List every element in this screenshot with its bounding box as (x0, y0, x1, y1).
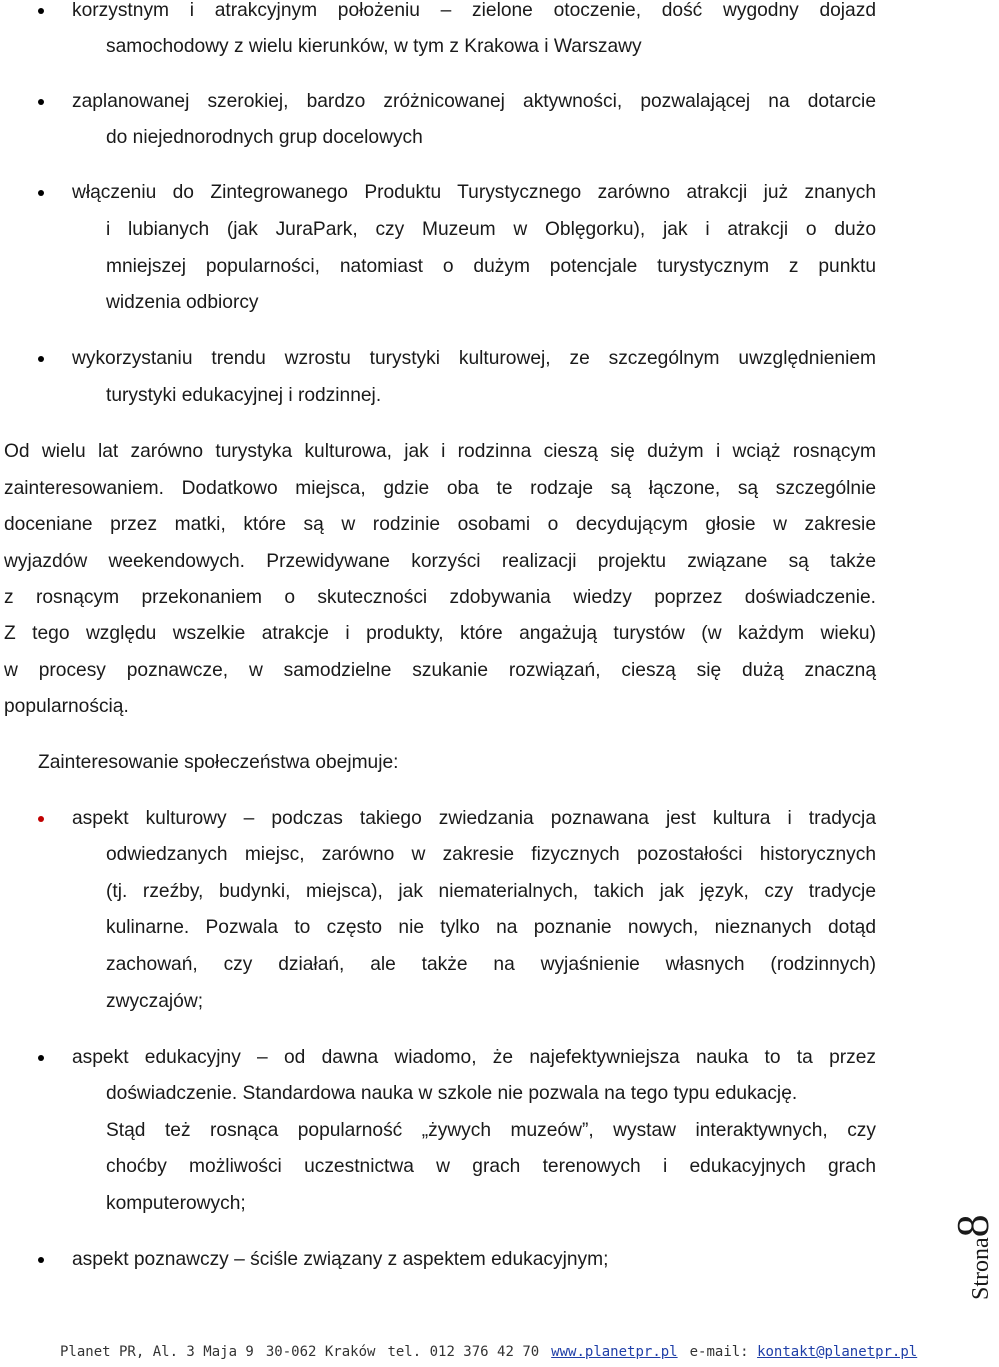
list-item-line: kulinarne. Pozwala to często nie tylko na poznanie nowych, nieznanych dotąd (106, 917, 876, 938)
bullet-dot (38, 356, 44, 362)
footer-email-link[interactable]: kontakt@planetpr.pl (757, 1344, 918, 1360)
footer-website-link[interactable]: www.planetpr.pl (551, 1344, 678, 1360)
page-number: 8 (947, 1214, 998, 1238)
paragraph-line: zainteresowaniem. Dodatkowo miejsca, gdzie oba te rodzaje są łączone, są szczególnie (4, 478, 876, 499)
paragraph-line: wyjazdów weekendowych. Przewidywane korzyści realizacji projektu związane są także (4, 551, 876, 572)
list-item-line: aspekt kulturowy – podczas takiego zwiedzania poznawana jest kultura i tradycja (72, 808, 876, 829)
list-item-line: do niejednorodnych grup docelowych (106, 127, 423, 148)
footer-phone: tel. 012 376 42 70 (387, 1344, 540, 1360)
list-item-line: widzenia odbiorcy (106, 292, 259, 313)
bullet-dot (38, 8, 44, 14)
page-footer (60, 1343, 917, 1361)
list-item-line: włączeniu do Zintegrowanego Produktu Turystycznego zarówno atrakcji już znanych (72, 182, 876, 203)
footer-company: Planet PR, Al. 3 Maja 9 (60, 1344, 254, 1360)
footer-email-label: e-mail: (689, 1344, 749, 1360)
page-number-marker (946, 1214, 999, 1300)
list-item-line: turystyki edukacyjnej i rodzinnej. (106, 385, 382, 406)
list-item-line: komputerowych; (106, 1193, 246, 1214)
list-item-line: samochodowy z wielu kierunków, w tym z Krakowa i Warszawy (106, 36, 642, 57)
list-item-line: odwiedzanych miejsc, zarówno w zakresie fizycznych pozostałości historycznych (106, 844, 876, 865)
bullet-dot (38, 1055, 44, 1061)
bullet-dot (38, 99, 44, 105)
paragraph-line: popularnością. (4, 696, 129, 717)
paragraph-line: Z tego względu wszelkie atrakcje i produkty, które angażują turystów (w każdym wieku) (4, 623, 876, 644)
list-item-line: aspekt edukacyjny – od dawna wiadomo, że najefektywniejsza nauka to ta przez (72, 1047, 876, 1068)
paragraph-line: Od wielu lat zarówno turystyka kulturowa, jak i rodzinna cieszą się dużym i wciąż rosnącym (4, 441, 876, 462)
bullet-dot (38, 190, 44, 196)
paragraph-line: w procesy poznawcze, w samodzielne szukanie rozwiązań, cieszą się dużą znaczną (4, 660, 876, 681)
bullet-dot (38, 816, 44, 822)
list-item-line: doświadczenie. Standardowa nauka w szkole nie pozwala na tego typu edukację. (106, 1083, 798, 1104)
list-item-line: aspekt poznawczy – ściśle związany z aspektem edukacyjnym; (72, 1249, 609, 1270)
list-item-line: zachowań, czy działań, ale także na wyjaśnienie własnych (rodzinnych) (106, 954, 876, 975)
list-item-line: mniejszej popularności, natomiast o dużym potencjale turystycznym z punktu (106, 256, 876, 277)
list-item-line: (tj. rzeźby, budynki, miejsca), jak niematerialnych, takich jak język, czy tradycje (106, 881, 876, 902)
list-intro: Zainteresowanie społeczeństwa obejmuje: (38, 752, 399, 773)
page-label: Strona (968, 1237, 994, 1300)
paragraph-line: z rosnącym przekonaniem o skuteczności zdobywania wiedzy poprzez doświadczenie. (4, 587, 876, 608)
paragraph-line: doceniane przez matki, które są w rodzinie osobami o decydującym głosie w zakresie (4, 514, 876, 535)
list-item-line: Stąd też rosnąca popularność „żywych muzeów”, wystaw interaktywnych, czy (106, 1120, 876, 1141)
footer-postal: 30-062 Kraków (265, 1344, 376, 1360)
list-item-line: zaplanowanej szerokiej, bardzo zróżnicowanej aktywności, pozwalającej na dotarcie (72, 91, 876, 112)
list-item-line: zwyczajów; (106, 991, 204, 1012)
list-item-line: choćby możliwości uczestnictwa w grach terenowych i edukacyjnych grach (106, 1156, 876, 1177)
list-item-line: wykorzystaniu trendu wzrostu turystyki kulturowej, ze szczególnym uwzględnieniem (72, 348, 876, 369)
list-item-line: i lubianych (jak JuraPark, czy Muzeum w Oblęgorku), jak i atrakcji o dużo (106, 219, 876, 240)
bullet-dot (38, 1257, 44, 1263)
list-item-line: korzystnym i atrakcyjnym położeniu – zielone otoczenie, dość wygodny dojazd (72, 0, 876, 21)
